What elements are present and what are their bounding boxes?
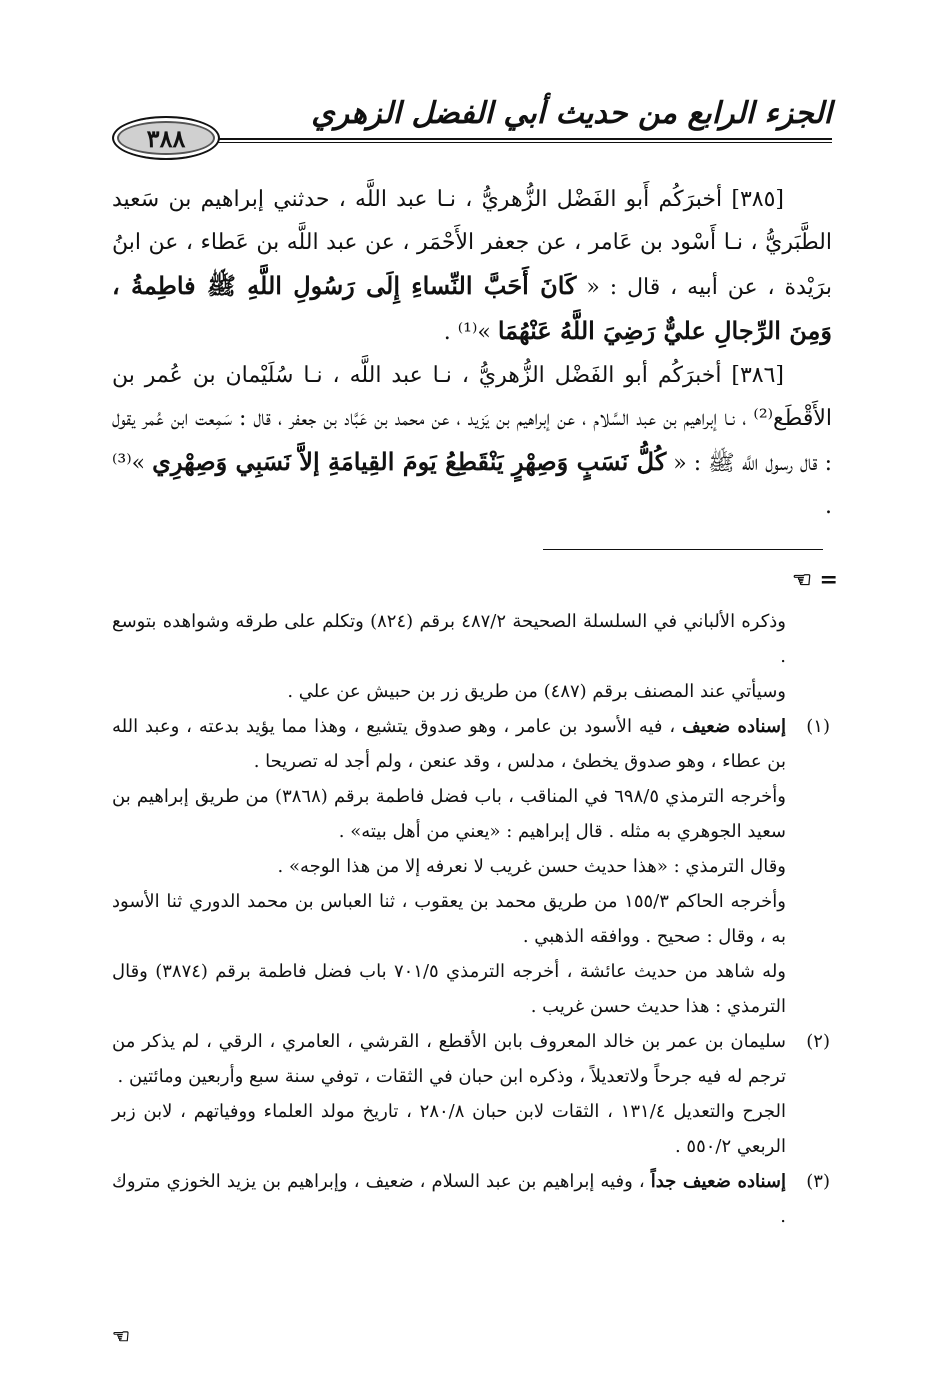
page-number-badge: ٣٨٨ bbox=[112, 116, 220, 160]
header-rule bbox=[212, 138, 832, 140]
footnote-paragraph: الجرح والتعديل ١٣١/٤ ، الثقات لابن حبان ٢٨٠/٨ ، تاريخ مولد العلماء ووفياتهم ، لابن زبر الربعي ٥٥٠/٢ . bbox=[112, 1101, 787, 1157]
hadith-386-end: »⁽³⁾ . bbox=[112, 451, 832, 519]
footnote-grading: إسناده ضعيف جداً bbox=[650, 1171, 786, 1192]
footnote-number: (٣) bbox=[806, 1171, 830, 1192]
footnote-2 bbox=[112, 1024, 830, 1164]
footnote-3 bbox=[112, 1164, 830, 1234]
hadith-386-isnad: [٣٨٦] أخبرَكُم أبو الفَضْل الزُّهريُّ ، نـا عبد اللَّه ، نـا سُلَيْمان بن عُمر بن الأَقْطَع⁽²⁾ ، نـا إبراهيم بن عبد السَّلام ، عن إبراهيم بن يَزيد ، عن محمد بن عَبَّاد بن جعفر ، قال : سَمِعت ابن عُمر يقول : قال رسول اللَّه ﷺ : « bbox=[112, 363, 833, 476]
footnotes bbox=[112, 604, 830, 1234]
footnote-continuation-line: وسيأتي عند المصنف برقم (٤٨٧) من طريق زر بن حبيش عن علي . bbox=[287, 681, 786, 702]
hadith-385-end: »⁽¹⁾ . bbox=[443, 320, 498, 345]
page-header bbox=[112, 96, 832, 158]
footnote-paragraph: وأخرجه الترمذي ٦٩٨/٥ في المناقب ، باب فضل فاطمة برقم (٣٨٦٨) من طريق إبراهيم بن سعيد الجوهري به مثله . قال إبراهيم : «يعني من أهل بيته» . bbox=[112, 786, 786, 842]
footnote-paragraph: سليمان بن عمر بن خالد المعروف بابن الأقطع ، القرشي ، العامري ، الرقي ، لم يذكر من ترجم له فيه جرحاً ولاتعديلاً ، وذكره ابن حبان في الثقات ، توفي سنة سبع وأربعين ومائتين . bbox=[112, 1031, 786, 1087]
running-title: الجزء الرابع من حديث أبي الفضل الزهري bbox=[311, 96, 832, 131]
footnote-continuation-line: وذكره الألباني في السلسلة الصحيحة ٤٨٧/٢ برقم (٨٢٤) وتكلم على طرقه وشواهده بتوسع . bbox=[112, 611, 786, 667]
footnote-separator bbox=[543, 549, 823, 550]
hadith-385-isnad: [٣٨٥] أخبرَكُم أَبو الفَضْل الزُّهريُّ ، نـا عبد اللَّه ، حدثني إبراهيم بن سَعيد الطَّبَريُّ ، نـا أَسْود بن عَامر ، عن جعفر الأَحْمَر ، عن عبد اللَّه بن عَطاء ، عن ابنُ برَيْدة ، عن أبيه ، قال : « bbox=[112, 187, 832, 300]
header-rule-thin bbox=[212, 142, 832, 143]
footnote-grading: إسناده ضعيف bbox=[682, 716, 786, 737]
footnote-1 bbox=[112, 709, 830, 1024]
footnote-paragraph: إسناده ضعيف ، فيه الأسود بن عامر ، وهو صدوق يتشيع ، وهذا مما يؤيد بدعته ، وعبد الله بن عطاء ، وهو صدوق يخطئ ، مدلس ، وقد عنعن ، ولم أجد له تصريحا . bbox=[112, 716, 786, 772]
footnote-number: (٢) bbox=[806, 1031, 830, 1052]
footnote-paragraph: وأخرجه الحاكم ١٥٥/٣ من طريق محمد بن يعقوب ، ثنا العباس بن محمد الدوري ثنا الأسود به ، وقال : صحيح . ووافقه الذهبي . bbox=[112, 891, 786, 947]
continuation-mark-icon: = ☜ bbox=[792, 567, 838, 593]
hadith-386 bbox=[112, 354, 832, 528]
footnote-number: (١) bbox=[806, 716, 830, 737]
hadith-386-matn: كُلُّ نَسَبٍ وَصِهْرٍ يَنْقَطِعُ يَومَ القِيامَةِ إلاَّ نَسَبِي وَصِهْرِي bbox=[152, 447, 667, 476]
hadith-385-matn: كَانَ أَحَبَّ النِّساءِ إِلَى رَسُولِ اللَّهِ ﷺ فاطِمةُ ، وَمِنَ الرِّجالِ عليٌّ رَضِيَ اللَّهُ عَنْهُمَا bbox=[112, 271, 832, 345]
footnote-paragraph: وقال الترمذي : «هذا حديث حسن غريب لا نعرفه إلا من هذا الوجه» . bbox=[277, 856, 786, 877]
footnote-paragraph: وله شاهد من حديث عائشة ، أخرجه الترمذي ٧٠١/٥ باب فضل فاطمة برقم (٣٨٧٤) وقال الترمذي : هذا حديث حسن غريب . bbox=[112, 961, 786, 1017]
hadith-385 bbox=[112, 178, 832, 354]
footnote-paragraph: إسناده ضعيف جداً ، وفيه إبراهيم بن عبد السلام ، ضعيف ، وإبراهيم بن يزيد الخوزي متروك . bbox=[112, 1171, 786, 1227]
next-page-mark-icon: ☜ bbox=[112, 1324, 130, 1348]
main-text bbox=[112, 178, 832, 528]
